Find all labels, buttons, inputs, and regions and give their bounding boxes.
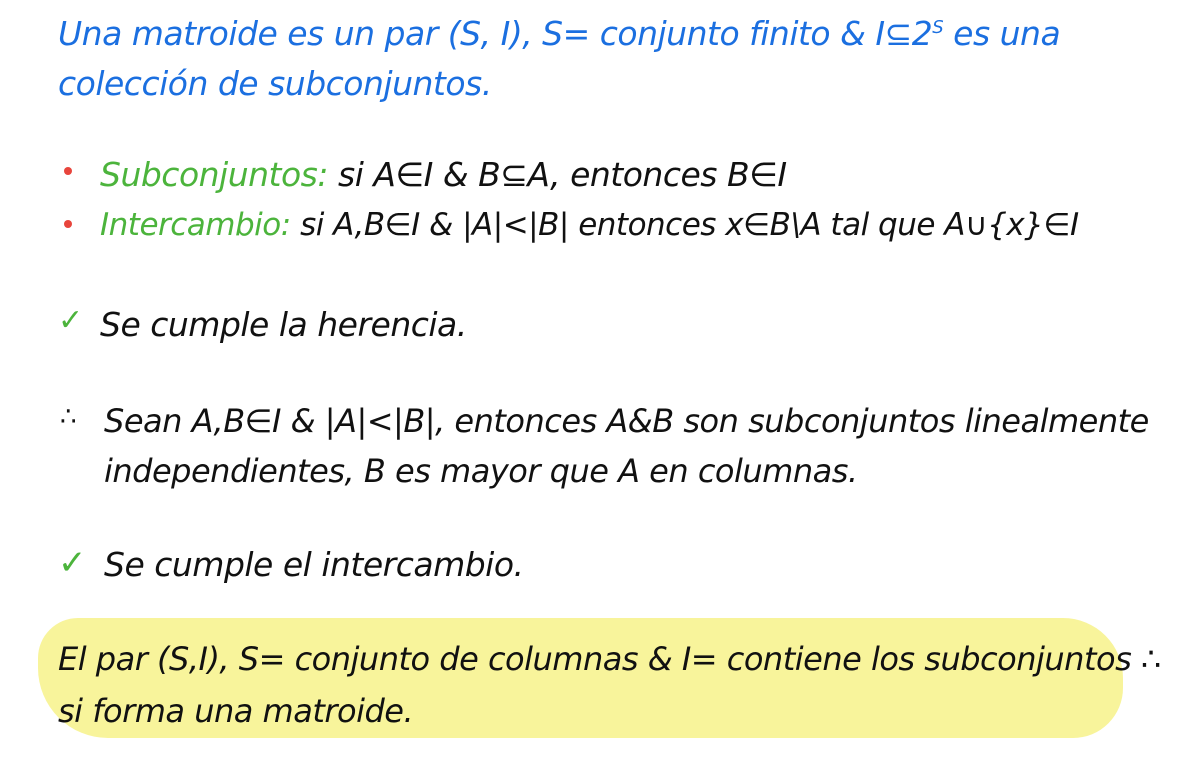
property-term: Subconjuntos: [100, 155, 328, 194]
intro-line-1 [58, 14, 1060, 53]
check-herencia: Se cumple la herencia. [100, 305, 467, 344]
check-intercambio: Se cumple el intercambio. [104, 545, 524, 584]
therefore-icon: ∴ [60, 402, 77, 432]
therefore-line-1: Sean A,B∈I & |A|<|B|, entonces A&B son subconjuntos linealmente [104, 402, 1149, 440]
intro-line-1-superscript: S [932, 17, 944, 38]
property-definition: si A,B∈I & |A|<|B| entonces x∈B\A tal que A∪{x}∈I [300, 207, 1079, 243]
conclusion-line-1: El par (S,I), S= conjunto de columnas & I= contiene los subconjuntos ∴ [58, 640, 1161, 678]
check-icon: ✓ [58, 543, 87, 583]
property-intercambio [100, 207, 1079, 243]
intro-line-2: colección de subconjuntos. [58, 64, 492, 103]
property-term: Intercambio: [100, 207, 291, 243]
therefore-line-2: independientes, B es mayor que A en columnas. [104, 452, 858, 490]
bullet-dot-icon [64, 220, 72, 228]
intro-line-1-end: es una [943, 14, 1061, 53]
property-subconjuntos [100, 155, 787, 194]
conclusion-line-2: si forma una matroide. [58, 692, 414, 730]
check-icon: ✓ [58, 303, 84, 338]
intro-line-1-text: Una matroide es un par (S, I), S= conjunto finito & I⊆2 [58, 14, 933, 53]
property-definition: si A∈I & B⊆A, entonces B∈I [338, 155, 787, 194]
bullet-dot-icon [64, 167, 72, 175]
